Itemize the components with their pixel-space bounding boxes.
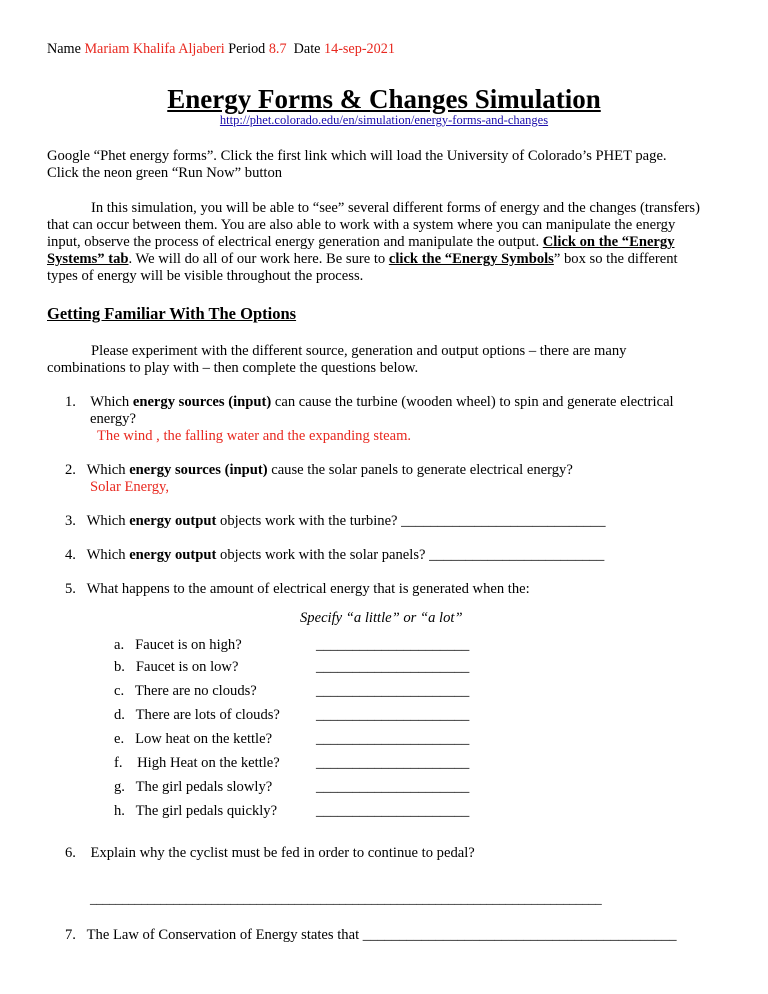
item-letter: d. bbox=[114, 707, 125, 723]
answer-blank[interactable]: _____________________ bbox=[316, 637, 470, 653]
date-label: Date bbox=[293, 41, 321, 57]
question-2 bbox=[65, 462, 573, 479]
list-item bbox=[114, 707, 280, 724]
simulation-link[interactable]: http://phet.colorado.edu/en/simulation/energy-forms-and-changes bbox=[219, 113, 549, 127]
list-item bbox=[114, 659, 238, 676]
question-6 bbox=[65, 845, 475, 862]
q2-number: 2. bbox=[65, 462, 76, 478]
q7-number: 7. bbox=[65, 927, 76, 943]
item-letter: f. bbox=[114, 755, 123, 771]
intro2-line3-text: input, observe the process of electrical energy generation and manipulate the output. bbox=[47, 234, 543, 250]
answer-blank[interactable]: _____________________ bbox=[316, 683, 470, 699]
q2-text-c: cause the solar panels to generate electrical energy? bbox=[267, 462, 573, 478]
q2-answer[interactable]: Solar Energy, bbox=[90, 479, 170, 495]
q5-text: What happens to the amount of electrical energy that is generated when the: bbox=[86, 581, 530, 597]
q1-line2: energy? bbox=[90, 411, 136, 427]
section-intro-line1: Please experiment with the different source, generation and output options – there are many bbox=[91, 343, 627, 359]
q6-text: Explain why the cyclist must be fed in order to continue to pedal? bbox=[90, 845, 475, 861]
list-item bbox=[114, 779, 272, 796]
question-3 bbox=[65, 513, 606, 530]
item-text: High Heat on the kettle? bbox=[137, 755, 280, 771]
item-letter: e. bbox=[114, 731, 125, 747]
intro2-line4 bbox=[47, 251, 678, 268]
intro2-line5: types of energy will be visible throughout the process. bbox=[47, 268, 364, 284]
item-text: The girl pedals slowly? bbox=[135, 779, 273, 795]
q5-specify-label: Specify “a little” or “a lot” bbox=[300, 610, 463, 626]
header-line bbox=[47, 41, 395, 58]
intro2-line4-text: . We will do all of our work here. Be sure to bbox=[128, 251, 389, 267]
q1-text-a: Which bbox=[90, 394, 133, 410]
section-intro-line2: combinations to play with – then complete the questions below. bbox=[47, 360, 419, 376]
date-value[interactable]: 14-sep-2021 bbox=[324, 41, 395, 57]
q3-number: 3. bbox=[65, 513, 76, 529]
question-4 bbox=[65, 547, 604, 564]
item-letter: a. bbox=[114, 637, 125, 653]
intro2-line1: In this simulation, you will be able to “see” several different forms of energy and the changes (transfers) bbox=[91, 200, 700, 216]
q4-bold: energy output bbox=[129, 547, 217, 563]
answer-blank[interactable]: _____________________ bbox=[316, 659, 470, 675]
item-text: Faucet is on low? bbox=[135, 659, 239, 675]
answer-blank[interactable]: _____________________ bbox=[316, 779, 470, 795]
item-letter: c. bbox=[114, 683, 125, 699]
q6-number: 6. bbox=[65, 845, 76, 861]
energy-systems-tab-instruction: Click on the “Energy bbox=[542, 234, 675, 250]
answer-blank[interactable]: _____________________ bbox=[316, 755, 470, 771]
name-value[interactable]: Mariam Khalifa Aljaberi bbox=[84, 41, 225, 57]
q3-text-a: Which bbox=[86, 513, 130, 529]
item-text: The girl pedals quickly? bbox=[135, 803, 278, 819]
period-label: Period bbox=[228, 41, 266, 57]
q2-bold: energy sources (input) bbox=[129, 462, 268, 478]
q1-text-c: can cause the turbine (wooden wheel) to spin and generate electrical bbox=[271, 394, 674, 410]
section-heading: Getting Familiar With The Options bbox=[47, 304, 297, 323]
q1-number: 1. bbox=[65, 394, 76, 410]
item-letter: h. bbox=[114, 803, 125, 819]
q1-bold: energy sources (input) bbox=[132, 394, 272, 410]
q6-answer-blank[interactable]: ________________________________________________________________________________ bbox=[90, 891, 602, 906]
list-item bbox=[114, 731, 272, 748]
q2-text-a: Which bbox=[86, 462, 130, 478]
answer-blank[interactable]: _____________________ bbox=[316, 803, 470, 819]
q4-number: 4. bbox=[65, 547, 76, 563]
list-item bbox=[114, 803, 277, 820]
intro1-line2: Click the neon green “Run Now” button bbox=[47, 165, 283, 181]
intro1-line1: Google “Phet energy forms”. Click the first link which will load the University of Colorado’s PHET page. bbox=[47, 148, 667, 164]
energy-systems-tab-instruction-end: Systems” tab bbox=[47, 251, 129, 267]
q1-answer[interactable]: The wind , the falling water and the expanding steam. bbox=[97, 428, 412, 444]
q3-bold: energy output bbox=[129, 513, 217, 529]
list-item bbox=[114, 683, 257, 700]
answer-blank[interactable]: _____________________ bbox=[316, 731, 470, 747]
q7-text[interactable]: The Law of Conservation of Energy states that ___________________________________________ bbox=[86, 927, 677, 943]
list-item bbox=[114, 637, 242, 654]
item-letter: b. bbox=[114, 659, 125, 675]
q4-text-c[interactable]: objects work with the solar panels? ________________________ bbox=[216, 547, 605, 563]
list-item bbox=[114, 755, 280, 772]
question-7 bbox=[65, 927, 677, 944]
item-text: Faucet is on high? bbox=[135, 637, 242, 653]
period-value[interactable]: 8.7 bbox=[268, 41, 287, 57]
page-title: Energy Forms & Changes Simulation bbox=[167, 84, 601, 114]
question-1 bbox=[65, 394, 674, 411]
item-text: Low heat on the kettle? bbox=[135, 731, 273, 747]
intro2-line3 bbox=[47, 234, 675, 251]
item-letter: g. bbox=[114, 779, 125, 795]
answer-blank[interactable]: _____________________ bbox=[316, 707, 470, 723]
q5-number: 5. bbox=[65, 581, 76, 597]
q4-text-a: Which bbox=[86, 547, 130, 563]
item-text: There are lots of clouds? bbox=[135, 707, 280, 723]
name-label: Name bbox=[47, 41, 81, 57]
intro2-line4-end: ” box so the different bbox=[553, 251, 678, 267]
intro2-line2: that can occur between them. You are also able to work with a system where you can manipulate the energy bbox=[47, 217, 676, 233]
item-text: There are no clouds? bbox=[134, 683, 257, 699]
question-5 bbox=[65, 581, 530, 598]
q3-text-c[interactable]: objects work with the turbine? ____________________________ bbox=[216, 513, 606, 529]
energy-symbols-instruction: click the “Energy Symbols bbox=[388, 251, 554, 267]
